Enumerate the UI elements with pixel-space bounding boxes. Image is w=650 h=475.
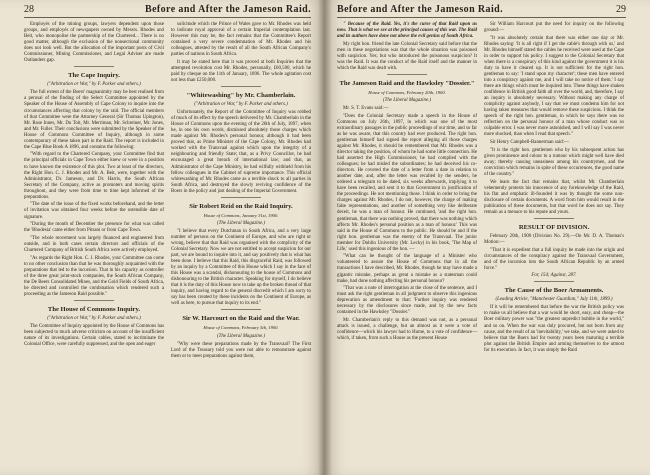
section-source: (The Liberal Magazine.): [383, 98, 431, 104]
section-heading-cape-inquiry: The Cape Inquiry.: [68, 72, 120, 80]
paragraph: We learn the fact that remains that, whilst Mr. Chamberlain vehemently protests his innocence of any foreknowledge of the Raid, his flat and emphatic ill-founded it was by thought the some non-disclosure of certain documents. A word from him would result in the publication of these documents, but that word he does not say. They remain as a menace to his repute and yours.: [484, 179, 624, 215]
paragraph: "That it is expedient that a full inquiry be made into the origin and circumstances of the conspiracy against the Transvaal Government, and of the incursion into the South African Republic by an armed force.": [484, 247, 624, 271]
paragraph: "The date of the issue of the fixed works beforehand, and the letter of invitation was obtained four weeks before the ostensible date of signature.: [24, 202, 164, 220]
paragraph: The full extent of the Boers' magnanimity may be best realised from a perusal of the finding of the Select Committee appointed by the Speaker of the House of Assembly of Cape Colony to inquire into the circumstances affecting that colony by the raid. The official members of that Committee were the Attorney General (Sir Thomas Upington), Mr. Rose Innes, Mr. Du Toit, Mr. Merriman, Mr. Schreiner, Mr. Jones, and Mr. Fuller. Their conclusions were submitted by the Speaker of the House of Commons Committee of Inquiry, although in some contemporary of these taken part in the Raid. The report is included in the Cape Blue Book A 1896, and contains the following:: [24, 90, 164, 150]
section-heading-commons-inquiry: The House of Commons Inquiry.: [47, 305, 141, 313]
section-heading-reid: Sir Robert Reid on the Raid Inquiry.: [189, 202, 293, 210]
left-column-1: [24, 22, 164, 361]
paragraph: "It was absolutely certain that there was either one day or Mr. Rhodes saying: 'It is all right if I get the cable's through with us,' and Mr. Rhodes himself stated the cables he received were used at the Cape in order to support his policy. I suggest to the Colonial Secretary that when there is a conspiracy of this kind against the government it is his duty to have it cleared up. It is not sufficient for the right hon. gentleman to say: 'I stand upon my character'; these men have entered into a conspiracy against me, and I will take no notice of them.' I say there are things which must be inquired into. These things have shaken confidence in British good faith all over the world, and, therefore, I say an inquiry is absolutely necessary. Without making any charge of complicity against anybody, I say that we must condemn him for not having taken measures that would remove these suspicions. I think the speech of the right hon. gentleman, in which he says there was no reflection on the personal honour of a man whose conduct was so culpable error. I was never more astonished, and I will say I was never more shocked, than when I read that speech.": [484, 35, 624, 138]
section-date: House of Commons, February 5th, 1900.: [203, 325, 279, 331]
paragraph: It may be stated here that it was proved at both Inquiries that the attempted revolution cost Mr. Rhodes, personally, £60,500, which he paid by cheque on the 11th of January, 1896. The whole agitation cost not less than £250,000.: [171, 59, 311, 84]
right-page-header: [337, 4, 626, 18]
left-running-title: Before and After the Jameson Raid.: [145, 4, 311, 15]
section-heading-boer-armaments: The Cause of the Boer Armaments.: [504, 287, 604, 295]
divider: [221, 86, 261, 87]
section-heading-harcourt: Sir W. Harcourt on the Raid and the War.: [182, 315, 300, 323]
divider: [387, 74, 427, 75]
left-page-number: 28: [24, 4, 34, 15]
division-result: For, 154; Against, 287.: [531, 273, 577, 279]
paragraph: "As regards the Right Hon. C. J. Rhodes, your Committee can come to no other conclusion than that he was thoroughly acquainted with the preparations that led to the incursion. That in his capacity as controller of the three great joint-stock companies, the South African Company, the De Beers Consolidated Mines, and the Gold Fields of South Africa, he directed and controlled the combination which rendered such a proceeding as the Jameson Raid possible.": [24, 255, 164, 297]
paragraph: "I believe that every Dutchman in South Africa, and a very large number of persons on the Continent of Europe, and who are right or wrong, believe that that Raid was organised with the complicity of the Colonial Secretary. Now we are not entitled to accept suspicion for our part, we are bound to inquire into it, and say positively that is what has been done. I believe that this Raid, this disgraceful Raid, was followed by an inquiry by a Committee of this House which I say in the face of this House was a scandal, dishonouring to the house of Commons and dishonouring to the British character. Speaking for myself, I do believe that it is the duty of this House now to take up the broken thread of that inquiry, and having regard to the general discredit which I am sorry to say has been created by these incidents on the Continent of Europe, as well as here, to pursue that inquiry to its end.": [171, 228, 311, 307]
paragraph: Unfortunately, the Report of the Committee of Inquiry was robbed of much of its effect by the speech delivered by Mr. Chamberlain in the House of Commons upon the evening of the 26th of July, 1897, when he, in one his own words, dismissed absolutely those charges which made against Mr. Rhodes's personal honour, although it had been proved that, as Prime Minister of the Cape Colony, Mr. Rhodes had worked with the Transvaal against which upon the integrity of a neighbouring and friendly State; that, as a Privy Councillor, he had encouraged a great breach of international law; and that, as Administrator of the Cape Ministry, he had wilfully withheld from his fellow colleagues in the Cabinet of supreme importance. This official whitewashing of Mr. Rhodes came as a terrible shock to all parties in South Africa, and destroyed the slowly reviving confidence of the Boers in the policy and just dealing of the Imperial Government.: [171, 110, 311, 194]
section-source: (Leading Article, "Manchester Guardian," July 11th, 1899.): [495, 297, 613, 303]
section-date: House of Commons, January 31st, 1900.: [203, 212, 279, 218]
paragraph: "It is the right hon. gentlemen who by his subsequent action has given prominence and colour to a rumour which might well have died away; thereby causing uneasiness among his countrymen, and the conviction which remains in spite of these occurrences, the good name of the country.": [484, 147, 624, 177]
paragraph: The Committee of Inquiry appointed by the House of Commons has been subjected to much adverse criticism on account of the insufficient nature of its investigations. Certain cables, stated to incriminate the Colonial Office, were carefully suppressed, and the open and eager: [24, 323, 164, 348]
paragraph: solicitude which the Prince of Wales gave to Mr. Rhodes was held to indicate royal approval of a certain Imperial contemplation last. However this may be, the fact remains that the Committee's Report contained a very severe condemnation of Mr. Rhodes and his colleagues, attested by the result of all the South African Company's parties of nations in South Africa.: [171, 22, 311, 58]
right-page: [325, 0, 650, 475]
section-source: ("Arbitration or War," by F. Parker and others.): [47, 82, 141, 88]
right-column-1: [337, 22, 477, 355]
right-running-title: Before and After the Jameson Raid.: [337, 4, 503, 15]
paragraph: Mr. S. T. Evans said:—: [343, 106, 389, 112]
paragraph: "During the month of December the presence for what was called the 'Rhodesia' came either from Pitsani or from Cape Town.: [24, 222, 164, 234]
section-source: (The Liberal Magazine.): [217, 220, 265, 226]
divider: [74, 66, 114, 67]
section-date: House of Commons, February 20th, 1900.: [368, 89, 446, 95]
left-column-2: [171, 22, 311, 361]
paragraph: Mr. Chamberlain's reply to this demand was not, as a personal attack is issued, a challenge, but an almost as it were a vote of confidence—which his lawyer had to Hume, to a vote of confidence—which, if taken, from such a House as the present House: [337, 318, 477, 342]
paragraph: "Does the Colonial Secretary made a speech in the House of Commons on July 26th, 1897, in which was one of the most extraordinary passages in the public proceedings of our time, and so far as he was aware, that this country had ever produced. The right hon. gentleman himself had signed the report alleging all those charges against Mr. Rhodes, it should be remembered that Mr. Rhodes was a director taking the position, of whom he had some little connection. He had asserted the High Commissioner, he had complied with the colleagues; he had misled the subordinates; he had deceived his co-directors. He covered the date of a letter from a date in relation to another date, and, after the letter was recalled by the senders, he ordered a telegram to be dated, six weeks afterwards, implying it to have been recalled, and sent it to that Government in justification of the proceedings. He not mentioning those. I think in order to bring the charges against Mr. Rhodes, I do not, however, the charge of making false representations, and another of something very like deliberate deceit, he was a man of honour. He continued, 'and the right hon. gentleman, that there was nothing proved, that there was nothing which affects Mr. Rhodes's personal position as a man of honour.' This was said in the House of Commons to the public. He should be and if the right hon. gentleman was the enemy of the Transvaal. The junior member for Dublin University (Mr. Lecky) in his book, 'The Map of Life,' used this ingenious of the hon. —: [337, 113, 477, 252]
right-page-number: 29: [616, 4, 626, 15]
divider: [221, 309, 261, 310]
section-source: ("Arbitration or War," by F. Parker and others.): [47, 315, 141, 321]
paragraph: " Because of the Raid. Yes, it's the curse of that Raid upon us now. That is what we see at the principal causes of this war. The Raid and its authors have done not above the evil genius of South Africa.: [337, 22, 477, 40]
paragraph: "What can be thought of the language of a Minister who volunteered to assure the House of Commons that in all the transactions I have described, Mr. Rhodes, though he may have made a gigantic mistake, perhaps as great a mistake as a statesman could make, had done nothing affecting his personal honour?: [337, 254, 477, 284]
paragraph: My right hon. friend the late Colonial Secretary said before that the men in these negotiations was that the whole situation was poisoned with suspicion. Yes; but who introduced the poisonous suspicion? It was the Raid. It was the conduct of the Raid itself and the manner in which the Raid was dealt with.: [337, 41, 477, 71]
paragraph: Sir Henry Campbell-Bannerman said:—: [490, 140, 569, 146]
paragraph: "With regard to the Chartered Company, your Committee find that the principal officials in Cape Town either knew or were in a position to have known the existence of this plot. Two at least of the directors, the Right Hon. C. J. Rhodes and Mr. A. Beit, were, together with the Administrator, Dr. Jameson, and Dr. Harris, the South African Secretary of the Company, active as promoters and moving spirits throughout, and they were from time to time kept informed of the preparations.: [24, 152, 164, 200]
paragraph: "The whole movement was largely financed and engineered from outside, and in both cases certain directors and officials of the Chartered Company of British South Africa were actively employed.: [24, 235, 164, 253]
left-page-header: [24, 4, 311, 18]
divider: [74, 300, 114, 301]
paragraph: Employés of the mining groups, lawyers dependent upon those groups, and employés of newspapers owned by Messrs. Rhodes and Beit, who monopolise the partnership of the Chartered... There is no good matter, although the exclusion of the nonsectional community does not look well. But the allocation of the important posts of Civil Commissioner, Mining Commissioner, and Legal Adviser are made Outlanders gap.: [24, 22, 164, 64]
section-heading-hawksley-dossier: The Jameson Raid and the Hawksley "Dossier.": [339, 79, 475, 87]
paragraph: "That was a note of interrogation at the close of the sentence, and I must ask the right gentleman in all judgment to observe this ingenious deprecation as amendment to that: 'Further inquiry was rendered necessary by the disclosures since made, and by the new facts contained in the Hawksley "Dossier.": [337, 286, 477, 316]
section-source: ("Arbitration or War," by F. Parker and others.): [194, 102, 288, 108]
paragraph: Sir William Harcourt put the need for inquiry on the following ground:—: [484, 22, 624, 34]
paragraph: February 20th, 1900 (Division No. 29).—On Mr. D. A. Thomas's Motion:—: [484, 233, 624, 245]
section-source: (The Liberal Magazine.): [217, 333, 265, 339]
paragraph: If it will be remembered that before the war the British policy was to make us all believe that a war would be short, easy, and cheap—the Boer military power was "the greatest unpredict bubble in the world," and so on. When the war was duly procured, but not born from any cause, and the result of an 'inevitability,' we take, and we were asked to believe that the Boers had for twenty years been maturing a terrible plot against the British Empire and arming themselves to the utmost for its execution. In fact, it was simply the Raid: [484, 305, 624, 353]
section-heading-result-of-division: RESULT OF DIVISION.: [518, 223, 590, 231]
section-heading-whitewashing: "Whitewashing" by Mr. Chamberlain.: [186, 92, 296, 100]
divider: [221, 197, 261, 198]
divider: [534, 218, 574, 219]
paragraph: "Why were these preparations made by the Transvaal? The First Lord of the Treasury told you were not able to remonstrate against them or to meet preparations against them,: [171, 341, 311, 359]
right-column-2: [484, 22, 624, 355]
divider: [534, 281, 574, 282]
